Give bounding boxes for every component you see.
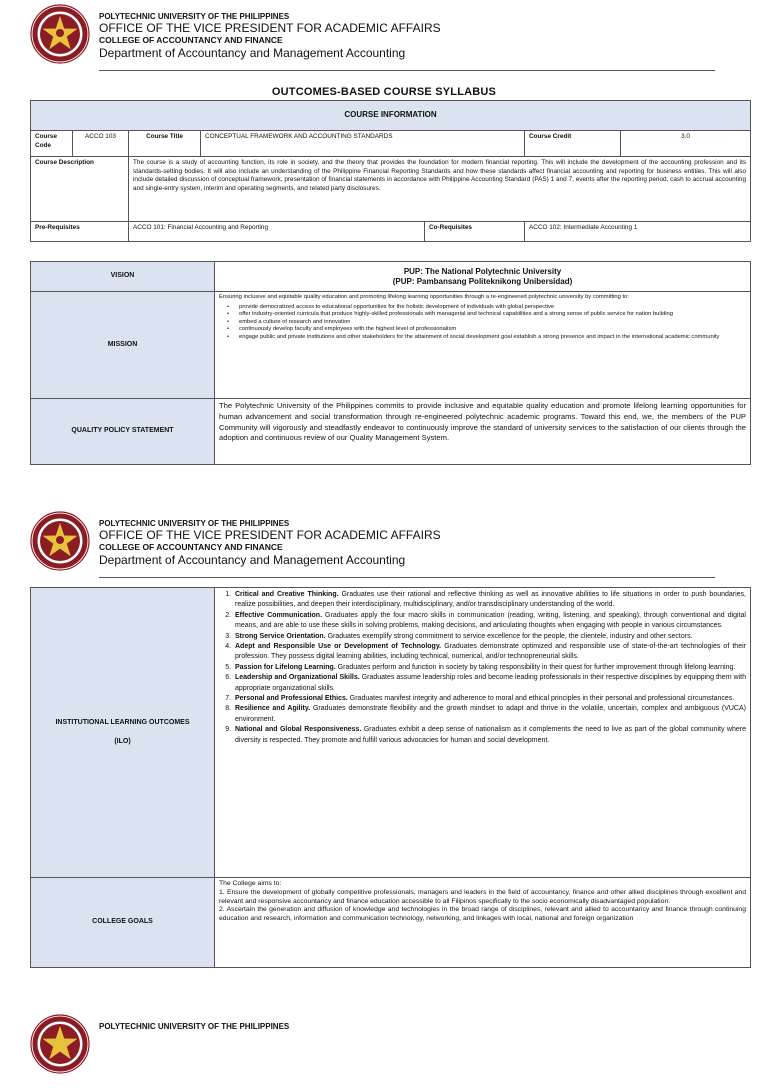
list-item: 1. Ensure the development of globally competitive professionals, managers and leaders in the field of accountancy, finance and other allied disciplines through excellent and relevant and responsive accountancy and finance education accessible to all Filipinos specifically to the socio economically disadvantaged population. (219, 888, 746, 905)
mission-label: MISSION (31, 292, 215, 399)
header-text (99, 12, 441, 60)
course-info-heading: COURSE INFORMATION (31, 101, 751, 131)
ilo-item-text: Graduates demonstrate optimized and responsible use of state-of-the-art technologies of their profession. They possess digital learning abilities, including technical, numerical, and/or technopreneurial skills. (235, 643, 746, 661)
college-goals-label: COLLEGE GOALS (31, 878, 215, 968)
ilo-item-text: Graduates perform and function in society by taking responsibility in their quest for further improvement through lifelong learning. (335, 663, 736, 671)
ilo-list-cell (215, 588, 751, 878)
list-item: • engage public and private institutions and other stakeholders for the attainment of social development goal establish a strong presence and impact in the international academic community (227, 334, 746, 342)
list-item (233, 694, 746, 704)
corequisites-value: ACCO 102: Intermediate Accounting 1 (525, 222, 751, 242)
prerequisites-label: Pre-Requisites (31, 222, 129, 242)
ilo-label-line-1: INSTITUTIONAL LEARNING OUTCOMES (55, 718, 190, 726)
ilo-item-title: National and Global Responsiveness. (235, 726, 362, 734)
course-credit-value: 3.0 (621, 131, 751, 157)
office-name: OFFICE OF THE VICE PRESIDENT FOR ACADEMIC AFFAIRS (99, 21, 441, 35)
course-code-value: ACCO 103 (73, 131, 129, 157)
college-name: COLLEGE OF ACCOUNTANCY AND FINANCE (99, 542, 283, 552)
course-title-label: Course Title (129, 131, 201, 157)
mission-intro: Ensuring inclusive and equitable quality education and promoting lifelong learning opportunities through a re-engineered polytechnic university by committing to: (219, 294, 629, 300)
vision-label: VISION (31, 262, 215, 292)
ilo-item-title: Resilience and Agility. (235, 705, 311, 713)
list-item (233, 611, 746, 632)
university-name: POLYTECHNIC UNIVERSITY OF THE PHILIPPINES (99, 519, 290, 528)
list-item (233, 590, 746, 611)
course-code-label: Course Code (31, 131, 73, 157)
university-name: POLYTECHNIC UNIVERSITY OF THE PHILIPPINES (99, 12, 290, 21)
ilo-item-title: Strong Service Orientation. (235, 632, 326, 640)
ilo-item-title: Critical and Creative Thinking. (235, 591, 339, 598)
list-item (233, 673, 746, 694)
ilo-label-line-2: (ILO) (114, 737, 131, 745)
ilo-item-title: Passion for Lifelong Learning. (235, 663, 336, 671)
quality-policy-label: QUALITY POLICY STATEMENT (31, 399, 215, 465)
list-item: 2. Ascertain the generation and diffusion of knowledge and technologies in the broad range of disciplines, relevant and allied to accountancy and finance through continuing education and research, information and communication technology, networking, and linkages with local, national and foreign organization (219, 906, 746, 923)
vision-statement (215, 262, 751, 292)
ilo-goals-table (30, 587, 751, 968)
vision-mission-table (30, 261, 751, 465)
course-description-value: The course is a study of accounting function, its role in society, and the theory that provides the foundation for modern financial reporting. This will include the development of the accounting profession and its standards-setting bodies. It will also include an understanding of the Philippine Financial Reporting Standards and how these standards affect financial accounting and reporting for business entities. This will also include detailed discussion of conceptual framework, presentation of financial statements in accordance with Philippine Accounting Standard (PAS) 1 and 7, events after the reporting period, cash to accrual accounting and single-entry system, interim and operating segments, and related party disclosures. (129, 157, 751, 222)
list-item: • provide democratized access to educational opportunities for the holistic development of individuals with global perspective (227, 304, 746, 312)
list-item: • continuously develop faculty and employees with the highest level of professionalism (227, 326, 746, 334)
ilo-item-title: Leadership and Organizational Skills. (235, 674, 360, 682)
list-item (233, 642, 746, 663)
course-description-label: Course Description (31, 157, 129, 222)
course-credit-label: Course Credit (525, 131, 621, 157)
university-seal-icon (30, 4, 90, 64)
ilo-item-text: Graduates use their rational and reflective thinking as well as innovative abilities to life situations in order to push boundaries, realize possibilities, and deepen their interdisciplinary, multidisciplinary, and/or transdisciplinary understanding of the world. (235, 591, 747, 609)
ilo-item-title: Adept and Responsible Use or Development of Technology. (235, 643, 442, 651)
list-item: • offer industry-oriented curricula that produce highly-skilled professionals with managerial and technical capabilities and a strong sense of public service for nation building (227, 311, 746, 319)
university-seal-icon (30, 511, 90, 571)
course-title-value: CONCEPTUAL FRAMEWORK AND ACCOUNTING STANDARDS (201, 131, 525, 157)
ilo-item-text: Graduates apply the four macro skills in communication (reading, writing, listening, and speaking), through conventional and digital means, and are able to use these skills in solving problems, making decisions, and articulating thoughts when engaging with people in various circumstances. (235, 611, 746, 630)
page-header-2 (0, 507, 768, 587)
list-item (233, 725, 746, 746)
list-item (233, 632, 746, 642)
college-name: COLLEGE OF ACCOUNTANCY AND FINANCE (99, 35, 283, 45)
ilo-item-text: Graduates manifest integrity and adherence to moral and ethical principles in their personal and professional circumstances. (347, 695, 735, 703)
office-name: OFFICE OF THE VICE PRESIDENT FOR ACADEMIC AFFAIRS (99, 528, 441, 542)
prerequisites-value: ACCO 101: Financial Accounting and Reporting (129, 222, 425, 242)
ilo-item-text: Graduates exhibit a deep sense of nationalism as it complements the need to live as part of the global community where diversity is respected. They promote and fulfill various advocacies for human and social development. (235, 726, 746, 744)
ilo-item-text: Graduates exemplify strong commitment to service excellence for the people, the clientele, industry and other sectors. (325, 632, 693, 640)
quality-policy-statement: The Polytechnic University of the Philippines commits to provide inclusive and equitable quality education and promote lifelong learning opportunities for human advancement and social transformation through re-engineered polytechnic academic programs. Toward this end, we, the members of the PUP Community will vigorously and steadfastly endeavor to continuously improve the standard of university services to the satisfaction of our clients through the adoption and continuous review of our Quality Management System. (215, 399, 751, 465)
goals-intro: The College aims to: (219, 880, 282, 887)
course-information-table (30, 100, 751, 242)
list-item: • embed a culture of research and innovation (227, 319, 746, 327)
ilo-item-title: Effective Communication. (235, 611, 323, 619)
ilo-item-text: Graduates assume leadership roles and become leading professionals in their respective disciplines by equipping them with appropriate organizational skills. (235, 674, 746, 692)
page-title: OUTCOMES-BASED COURSE SYLLABUS (271, 86, 497, 98)
college-goals-cell (215, 878, 751, 968)
department-name: Department of Accountancy and Management Accounting (99, 553, 406, 567)
header-divider (99, 577, 715, 578)
ilo-label (31, 588, 215, 878)
vision-line-2: (PUP: Pambansang Politeknikong Unibersidad) (392, 276, 573, 286)
header-text (99, 1022, 289, 1032)
ilo-item-text: Graduates demonstrate flexibility and the growth mindset to adapt and thrive in the volatile, uncertain, complex and ambiguous (VUCA) environment. (235, 705, 746, 723)
university-name: POLYTECHNIC UNIVERSITY OF THE PHILIPPINES (99, 1022, 290, 1031)
mission-list (227, 304, 746, 342)
list-item (233, 704, 746, 725)
header-text (99, 519, 441, 567)
ilo-item-title: Personal and Professional Ethics. (235, 695, 348, 703)
mission-statement (215, 292, 751, 399)
page-header-3 (0, 1010, 768, 1090)
page-header-1 (0, 0, 768, 80)
header-divider (99, 70, 715, 71)
department-name: Department of Accountancy and Management Accounting (99, 46, 406, 60)
vision-line-1: PUP: The National Polytechnic University (403, 266, 562, 276)
university-seal-icon (30, 1014, 90, 1074)
list-item (233, 663, 746, 673)
corequisites-label: Co-Requisites (425, 222, 525, 242)
ilo-list (233, 590, 746, 746)
